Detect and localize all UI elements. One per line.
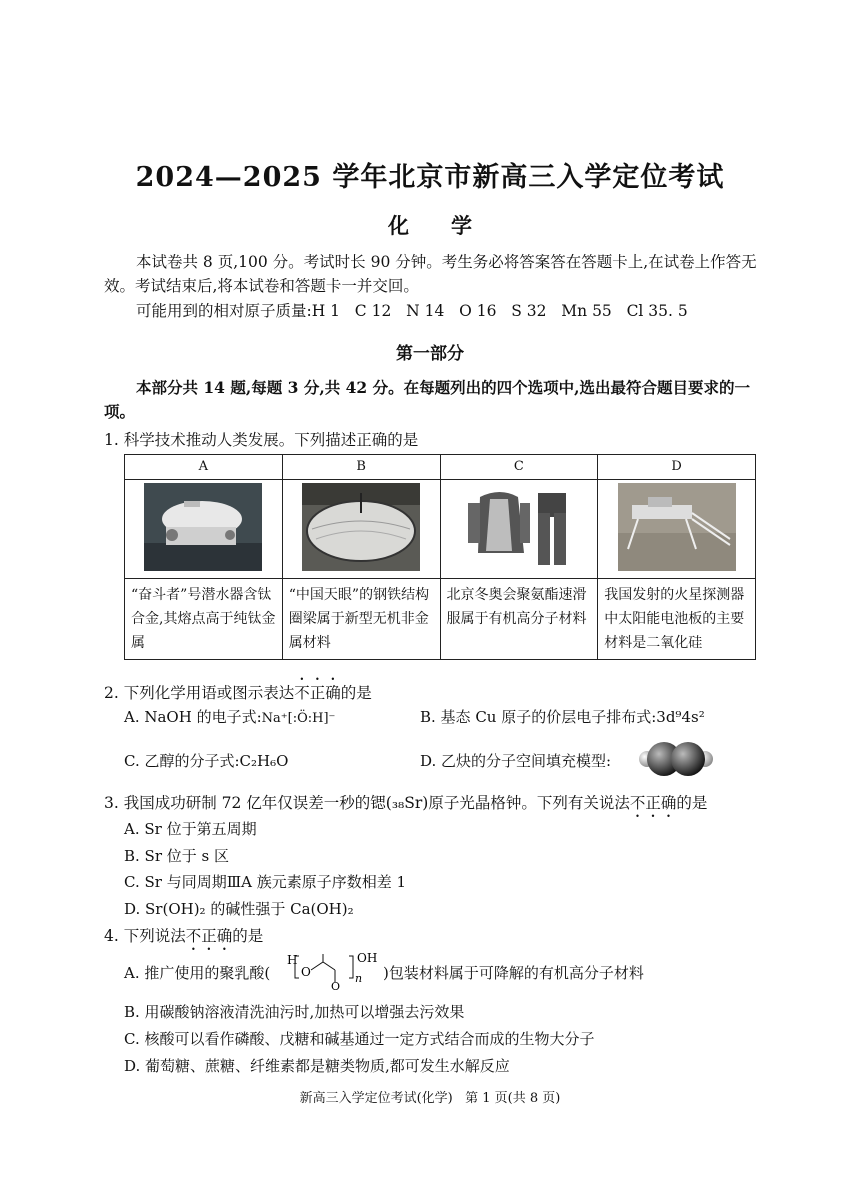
svg-text:O: O — [301, 965, 311, 979]
page-footer: 新高三入学定位考试(化学) 第 1 页(共 8 页) — [299, 1091, 561, 1106]
q1-header-a: A — [125, 455, 283, 480]
q4-stem: 4. 下列说法不正确的是 — [104, 927, 264, 945]
svg-text:H: H — [287, 953, 298, 967]
acetylene-model-icon — [638, 739, 714, 779]
q4-option-a-post: )包装材料属于可降解的有机高分子材料 — [383, 964, 644, 982]
svg-text:OH: OH — [357, 951, 378, 965]
q4-option-a-pre: A. 推广使用的聚乳酸( — [124, 964, 271, 982]
speed-skating-suit-image — [460, 483, 578, 571]
part-instruction: 本部分共 14 题,每题 3 分,共 42 分。在每题列出的四个选项中,选出最符合题目要求的一项。 — [104, 378, 750, 421]
q1-option-c: 北京冬奥会聚氨酯速滑服属于有机高分子材料 — [440, 579, 598, 660]
polylactic-acid-structure-icon — [283, 948, 383, 990]
q3-option-b: B. Sr 位于 s 区 — [124, 847, 230, 865]
q2-option-d: D. 乙炔的分子空间填充模型: — [420, 752, 612, 770]
q2-option-c: C. 乙醇的分子式:C₂H₆O — [124, 752, 289, 770]
q2-stem: 2. 下列化学用语或图示表达不正确的是 — [104, 684, 372, 702]
svg-text:n: n — [355, 972, 363, 985]
atomic-masses: 可能用到的相对原子质量:H 1 C 12 N 14 O 16 S 32 Mn 55 Cl 35. 5 — [136, 302, 688, 320]
q3-option-a: A. Sr 位于第五周期 — [124, 820, 257, 838]
q1-header-d: D — [598, 455, 756, 480]
q4-option-d: D. 葡萄糖、蔗糖、纤维素都是糖类物质,都可发生水解反应 — [124, 1057, 510, 1075]
mars-lander-image — [618, 483, 736, 571]
q3-option-d: D. Sr(OH)₂ 的碱性强于 Ca(OH)₂ — [124, 900, 354, 918]
q1-option-b: “中国天眼”的钢铁结构圈梁属于新型无机非金属材料 — [282, 579, 440, 660]
exam-instructions: 本试卷共 8 页,100 分。考试时长 90 分钟。考生务必将答案答在答题卡上,在试卷上作答无效。考试结束后,将本试卷和答题卡一并交回。 — [104, 253, 757, 295]
exam-title: 2024—2025 学年北京市新高三入学定位考试 — [135, 162, 725, 193]
q1-header-b: B — [282, 455, 440, 480]
q1-table — [124, 454, 756, 660]
q1-option-a: “奋斗者”号潜水器含钛合金,其熔点高于纯钛金属 — [125, 579, 283, 660]
q2-option-a: A. NaOH 的电子式:Na⁺[:Ö:H]⁻ — [124, 708, 336, 726]
q4-option-b: B. 用碳酸钠溶液清洗油污时,加热可以增强去污效果 — [124, 1003, 465, 1021]
q1-option-d: 我国发射的火星探测器中太阳能电池板的主要材料是二氧化硅 — [598, 579, 756, 660]
subject-title: 化学 — [388, 213, 514, 238]
part-heading: 第一部分 — [396, 344, 464, 364]
svg-text:O: O — [331, 980, 341, 990]
q2-option-b: B. 基态 Cu 原子的价层电子排布式:3d⁹4s² — [420, 708, 705, 726]
q3-stem: 3. 我国成功研制 72 亿年仅误差一秒的锶(₃₈Sr)原子光晶格钟。下列有关说法不正确的是 — [104, 794, 708, 812]
submersible-image — [144, 483, 262, 571]
q1-stem: 1. 科学技术推动人类发展。下列描述正确的是 — [104, 431, 419, 449]
q3-option-c: C. Sr 与同周期ⅢA 族元素原子序数相差 1 — [124, 873, 407, 891]
q1-header-c: C — [440, 455, 598, 480]
q4-option-c: C. 核酸可以看作磷酸、戊糖和碱基通过一定方式结合而成的生物大分子 — [124, 1030, 595, 1048]
fast-telescope-image — [302, 483, 420, 571]
